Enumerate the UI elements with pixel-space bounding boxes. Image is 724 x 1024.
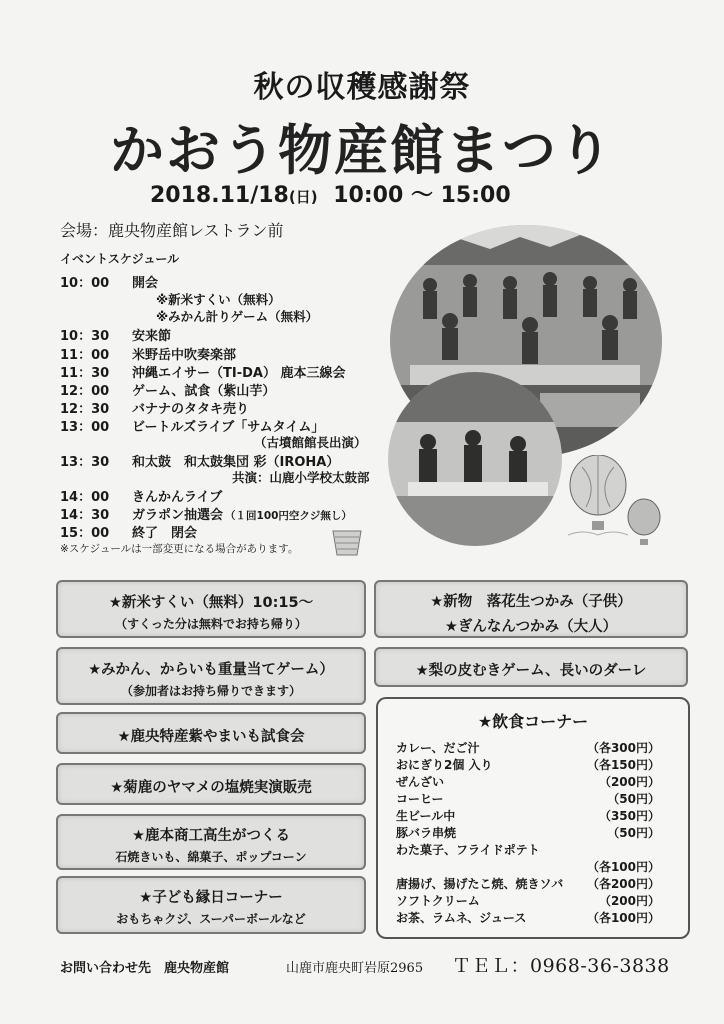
box-title: ★菊鹿のヤマメの塩焼実演販売 [110, 780, 312, 796]
food-item-name: コーヒー [396, 792, 444, 806]
kids-corner-box [56, 876, 366, 934]
box-title: ★ぎんなんつかみ（大人） [444, 619, 618, 635]
food-item-price: （200円） [598, 894, 660, 908]
box-title: ★新米すくい（無料）10:15～ [108, 595, 314, 611]
schedule-row [60, 486, 222, 505]
event-datetime [150, 178, 511, 209]
box-title: ★新物 落花生つかみ（子供） [430, 594, 632, 610]
schedule-label: ビートルズライブ「サムタイム」 [132, 420, 325, 435]
schedule-time: 14：00 [60, 490, 110, 505]
box-detail: 石焼きいも、綿菓子、ポップコーン [115, 850, 307, 864]
schedule-row [60, 344, 236, 363]
food-item-price: （50円） [607, 792, 660, 806]
food-item-name: ぜんざい [396, 775, 445, 789]
schedule-label: 安来節 [132, 329, 172, 344]
schedule-subitem: ※みかん計りゲーム（無料） [156, 309, 319, 324]
food-item-name: 唐揚げ、揚げたこ焼、焼きソバ [396, 877, 564, 891]
food-item-name: ソフトクリーム [396, 894, 480, 908]
food-item-price: （各200円） [586, 877, 660, 891]
food-corner-box [376, 697, 690, 939]
schedule-subitem: （１回100円空クジ無し） [225, 510, 352, 522]
food-corner-title: ★飲食コーナー [477, 712, 589, 731]
food-item-price: （各150円） [586, 758, 660, 772]
schedule-subitem: 共演：山鹿小学校太鼓部 [232, 470, 370, 485]
schedule-subitem: （古墳館館長出演） [254, 435, 367, 450]
schedule-row [60, 380, 275, 399]
hot-air-balloon-illustration [568, 455, 664, 555]
event-weekday: (日) [288, 188, 318, 206]
event-subtitle: 秋の収穫感謝祭 [253, 70, 471, 105]
schedule-heading: イベントスケジュール [60, 252, 180, 266]
box-title: ★子ども縁日コーナー [139, 890, 283, 906]
schedule-row [60, 362, 345, 381]
food-item-price: （各300円） [586, 741, 660, 755]
schedule-time: 14：30 [60, 508, 110, 523]
yamaimo-tasting-box [56, 712, 366, 754]
schedule-label: 和太鼓 和太鼓集団 彩（IROHA） [132, 455, 340, 470]
schedule-time: 13：00 [60, 420, 110, 435]
box-title: ★みかん、からいも重量当てゲーム） [88, 662, 334, 678]
schedule-time: 11：30 [60, 366, 110, 381]
rice-scoop-box [56, 580, 366, 638]
tasting-booth-photo [388, 372, 562, 546]
address: 山鹿市鹿央町岩原2965 [286, 961, 424, 976]
schedule-label: 沖縄エイサー（TI-DA） 鹿本三線会 [132, 366, 346, 381]
box-title: ★鹿本商工高生がつくる [132, 828, 290, 844]
schedule-time: 10：30 [60, 329, 110, 344]
basket-illustration [327, 523, 367, 563]
schedule-label: ガラポン抽選会 [132, 508, 224, 523]
schedule-row [60, 398, 249, 417]
event-title: かおう物産館まつり [110, 119, 614, 182]
food-item-name: 生ビール中 [396, 809, 456, 823]
box-title: ★梨の皮むきゲーム、長いのダーレ [415, 663, 647, 679]
food-item-price: （各100円） [586, 860, 660, 874]
pear-peeling-box [374, 647, 688, 687]
food-item-name: カレー、だご汁 [396, 741, 480, 755]
food-item-price: （50円） [607, 826, 660, 840]
schedule-label: きんかんライブ [132, 490, 223, 505]
student-booth-box [56, 814, 366, 870]
food-item-name: わた菓子、フライドポテト [396, 843, 540, 857]
food-item-name: 豚バラ串焼 [396, 826, 457, 840]
schedule-row [60, 325, 171, 344]
schedule-label: バナナのタタキ売り [132, 402, 250, 417]
box-title: ★鹿央特産紫やまいも試食会 [117, 729, 305, 745]
schedule-label: 開会 [132, 276, 159, 291]
schedule-time: 11：00 [60, 348, 110, 363]
schedule-time: 10：00 [60, 276, 110, 291]
schedule-time: 15：00 [60, 526, 110, 541]
box-detail: （すくった分は無料でお持ち帰り） [115, 617, 307, 631]
food-item-price: （200円） [598, 775, 660, 789]
yamame-box [56, 763, 366, 805]
mikan-game-box [56, 647, 366, 705]
schedule-label: 米野岳中吹奏楽部 [132, 348, 237, 363]
schedule-label: ゲーム、試食（紫山芋） [132, 384, 276, 399]
contact-label: お問い合わせ先 鹿央物産館 [60, 961, 230, 976]
schedule-row [60, 504, 352, 523]
schedule-time: 13：30 [60, 455, 110, 470]
schedule-time: 12：30 [60, 402, 110, 417]
schedule-subitem: ※新米すくい（無料） [156, 292, 281, 307]
event-time: 10:00 ～ 15:00 [333, 183, 511, 208]
schedule-row [60, 272, 158, 291]
schedule-row [60, 522, 197, 541]
schedule-time: 12：00 [60, 384, 110, 399]
telephone-number: ＴＥＬ：0968-36-3838 [452, 955, 670, 977]
food-item-name: おにぎり2個 入り [396, 758, 493, 772]
schedule-label: 終了 閉会 [132, 526, 198, 541]
peanut-grab-box [374, 580, 688, 638]
box-detail: おもちゃクジ、スーパーボールなど [116, 912, 306, 926]
box-detail: （参加者はお持ち帰りできます） [120, 684, 301, 698]
food-item-name: お茶、ラムネ、ジュース [396, 911, 527, 925]
venue: 会場：鹿央物産館レストラン前 [60, 221, 284, 240]
schedule-note: ※スケジュールは一部変更になる場合があります。 [60, 543, 299, 555]
event-date: 2018.11/18 [150, 183, 289, 208]
food-item-price: （各100円） [586, 911, 660, 925]
food-item-price: （350円） [598, 809, 660, 823]
